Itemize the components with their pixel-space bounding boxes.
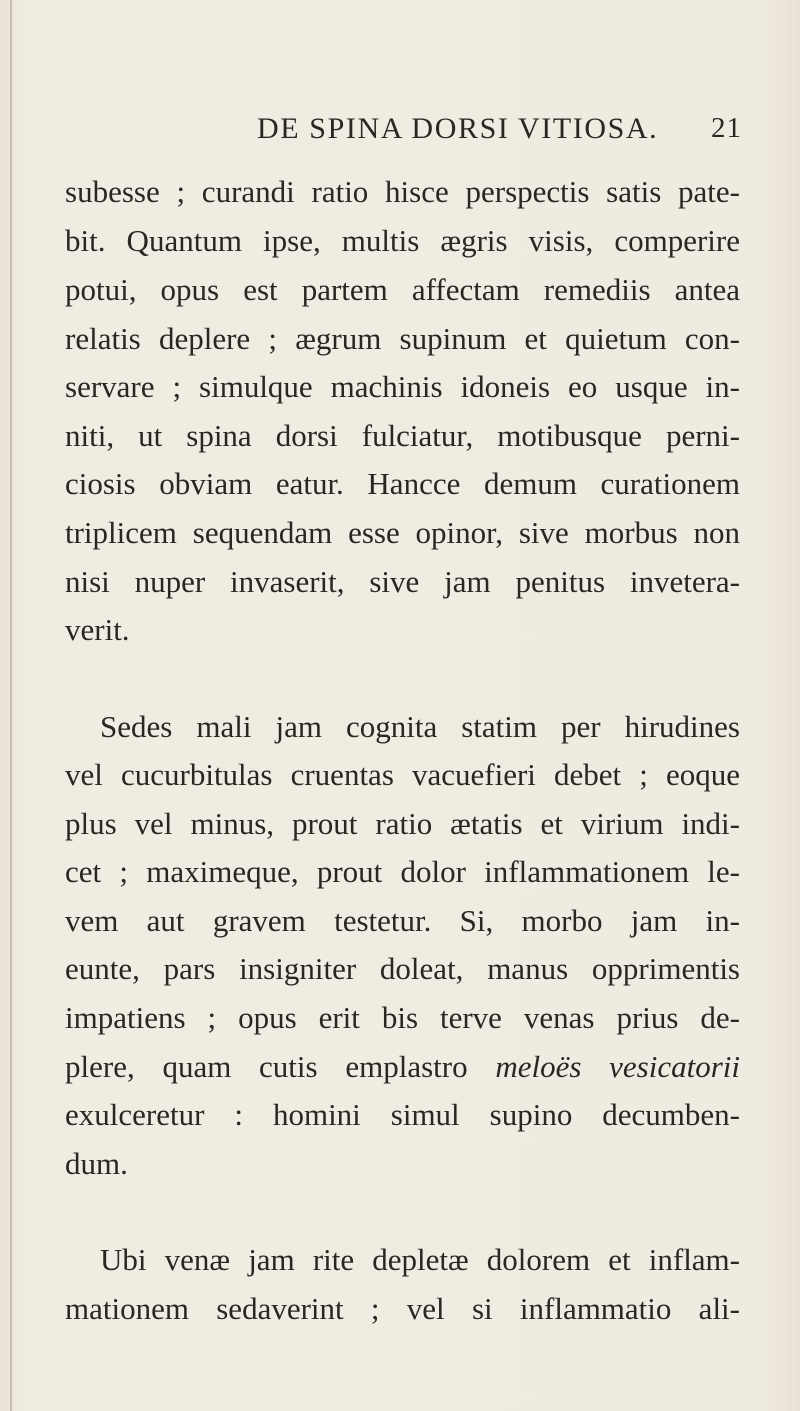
running-title: DE SPINA DORSI VITIOSA. bbox=[257, 112, 659, 145]
text-line: subesse ; curandi ratio hisce perspectis satis pate- bbox=[65, 174, 740, 209]
text-line: impatiens ; opus erit bis terve venas prius de- bbox=[65, 1000, 740, 1035]
binding-edge bbox=[10, 0, 12, 1411]
text-line bbox=[65, 1047, 740, 1087]
page-number: 21 bbox=[711, 112, 742, 144]
text-line: eunte, pars insigniter doleat, manus opprimentis bbox=[65, 951, 740, 986]
text-fragment: plere, quam cutis emplastro bbox=[65, 1049, 468, 1084]
text-line: triplicem sequendam esse opinor, sive morbus non bbox=[65, 515, 740, 550]
text-line: relatis deplere ; ægrum supinum et quietum con- bbox=[65, 321, 740, 356]
text-line: niti, ut spina dorsi fulciatur, motibusque perni- bbox=[65, 418, 740, 453]
text-line: bit. Quantum ipse, multis ægris visis, comperire bbox=[65, 223, 740, 258]
text-line: dum. bbox=[65, 1146, 128, 1181]
text-line: plus vel minus, prout ratio ætatis et virium indi- bbox=[65, 806, 740, 841]
text-line: mationem sedaverint ; vel si inflammatio ali- bbox=[65, 1291, 740, 1326]
text-line: nisi nuper invaserit, sive jam penitus invetera- bbox=[65, 564, 740, 599]
text-line: ciosis obviam eatur. Hancce demum curationem bbox=[65, 466, 740, 501]
text-line: servare ; simulque machinis idoneis eo usque in- bbox=[65, 369, 740, 404]
text-line: cet ; maximeque, prout dolor inflammationem le- bbox=[65, 854, 740, 889]
italic-term: meloës vesicatorii bbox=[495, 1049, 740, 1084]
text-line: potui, opus est partem affectam remediis antea bbox=[65, 272, 740, 307]
text-line: vem aut gravem testetur. Si, morbo jam in- bbox=[65, 903, 740, 938]
text-line: vel cucurbitulas cruentas vacuefieri debet ; eoque bbox=[65, 757, 740, 792]
running-head bbox=[0, 112, 800, 152]
text-line: verit. bbox=[65, 612, 130, 647]
text-line: Ubi venæ jam rite depletæ dolorem et inflam- bbox=[100, 1242, 740, 1277]
text-line: Sedes mali jam cognita statim per hirudines bbox=[100, 709, 740, 744]
text-line: exulceretur : homini simul supino decumben- bbox=[65, 1097, 740, 1132]
